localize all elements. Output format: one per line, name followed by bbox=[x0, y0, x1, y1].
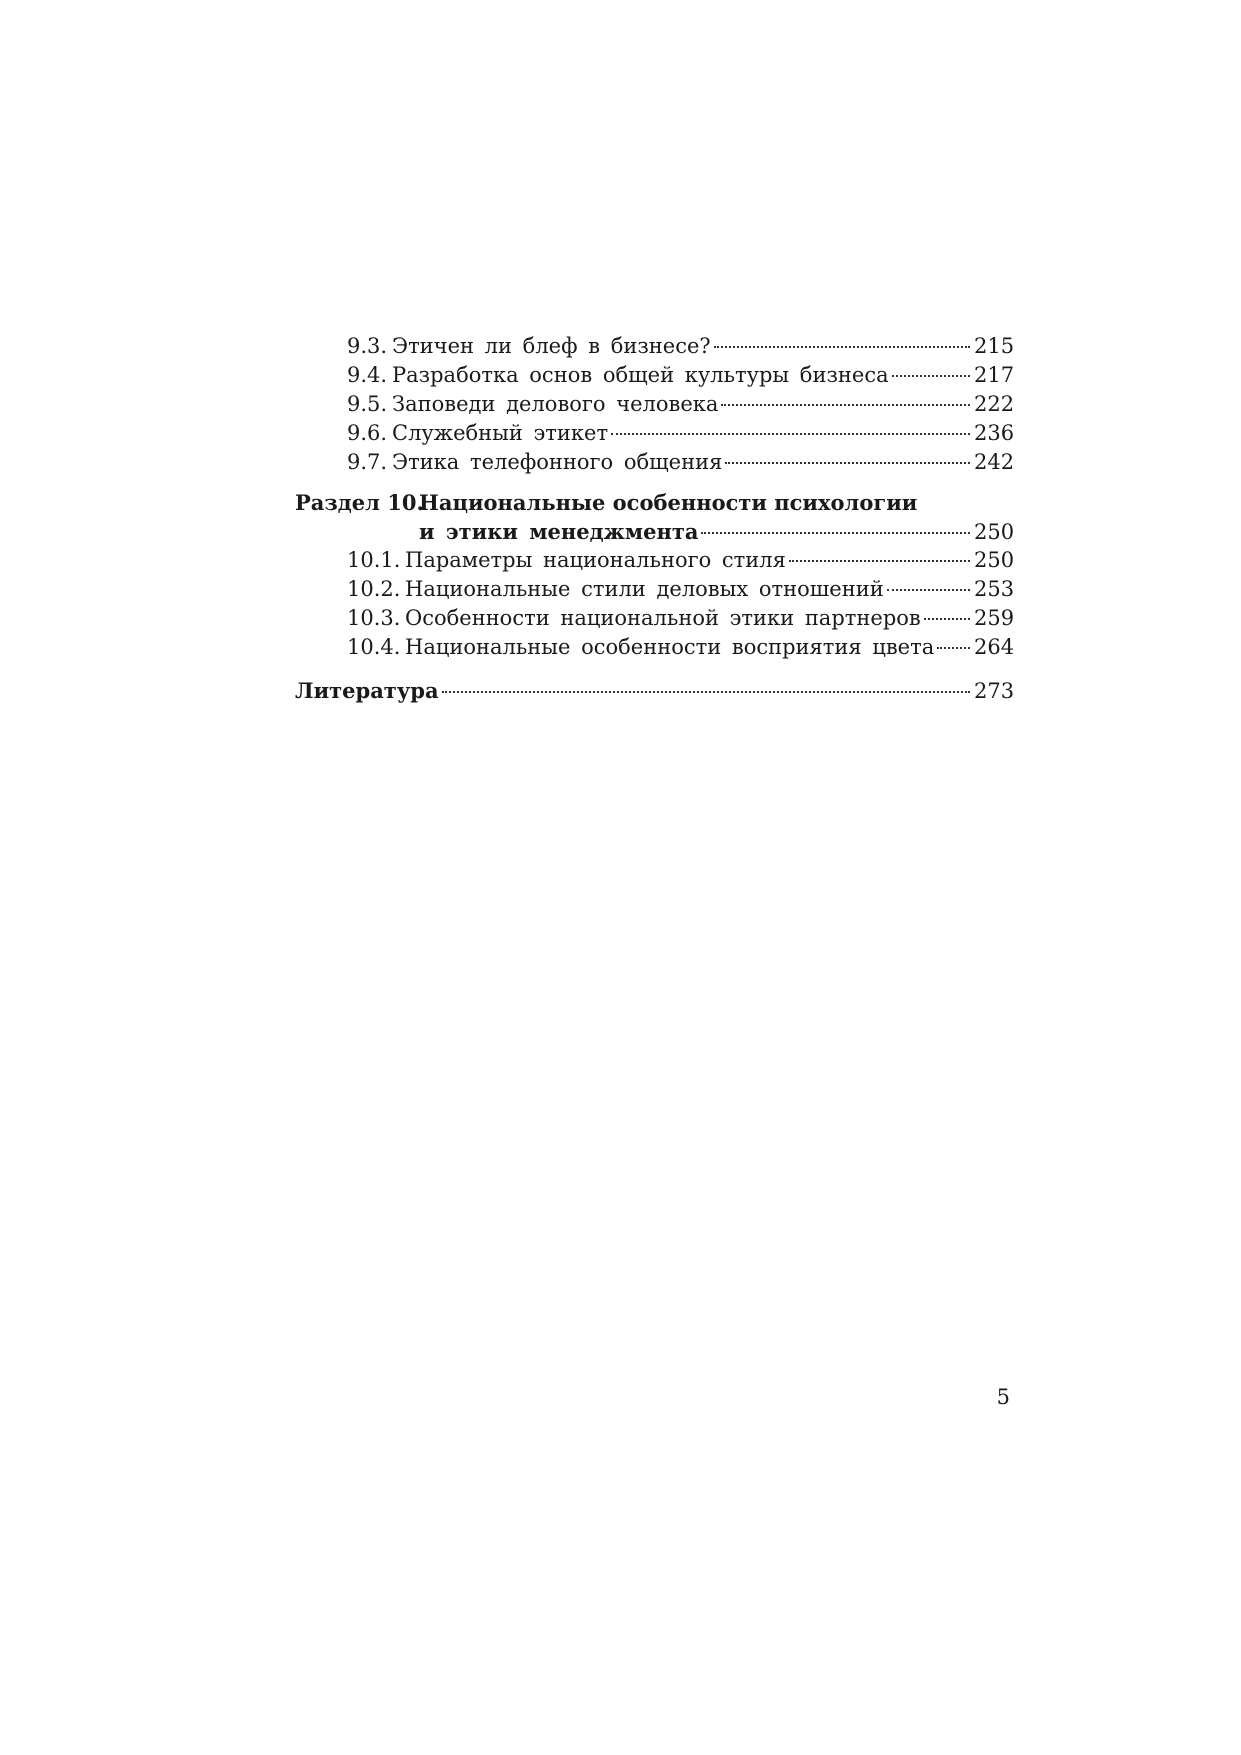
toc-entry-page: 222 bbox=[974, 392, 1015, 416]
toc-entry-9-5[interactable] bbox=[295, 390, 1015, 419]
toc-entry-number: 9.5. bbox=[347, 392, 388, 416]
toc-entry-10-2[interactable] bbox=[295, 575, 1015, 604]
section-10-heading[interactable] bbox=[295, 489, 1010, 517]
toc-entry-title: Национальные особенности восприятия цвета bbox=[405, 635, 935, 659]
toc-entry-page: 264 bbox=[974, 635, 1015, 659]
toc-entry-9-4[interactable] bbox=[295, 361, 1015, 390]
toc-entry-page: 236 bbox=[974, 421, 1015, 445]
toc-entry-title: Заповеди делового человека bbox=[392, 392, 719, 416]
toc-entry-literature[interactable] bbox=[295, 676, 1015, 705]
toc-entry-title: Национальные стили деловых отношений bbox=[405, 577, 884, 601]
toc-entry-number: 10.3. bbox=[347, 606, 401, 630]
toc-entry-page: 250 bbox=[974, 520, 1015, 544]
toc-entry-page: 242 bbox=[974, 450, 1015, 474]
toc-entry-9-3[interactable] bbox=[295, 332, 1015, 361]
section-title-line2: и этики менеджмента bbox=[419, 519, 699, 544]
toc-entry-number: 10.4. bbox=[347, 635, 401, 659]
toc-entry-title: Особенности национальной этики партнеров bbox=[405, 606, 921, 630]
section-10-heading-cont[interactable] bbox=[295, 517, 1015, 546]
toc-entry-page: 250 bbox=[974, 548, 1015, 572]
toc-entry-page: 259 bbox=[974, 606, 1015, 630]
toc-entry-title: Разработка основ общей культуры бизнеса bbox=[392, 363, 889, 387]
toc-entry-10-4[interactable] bbox=[295, 633, 1015, 662]
toc-entry-number: 9.7. bbox=[347, 450, 388, 474]
dot-leader bbox=[887, 589, 970, 591]
dot-leader bbox=[789, 560, 970, 562]
toc-entry-10-1[interactable] bbox=[295, 546, 1015, 575]
toc-entry-number: 9.3. bbox=[347, 334, 388, 358]
dot-leader bbox=[725, 462, 970, 464]
section-label: Раздел 10. bbox=[295, 490, 424, 515]
toc-entry-page: 215 bbox=[974, 334, 1015, 358]
toc-entry-number: 9.6. bbox=[347, 421, 388, 445]
dot-leader bbox=[721, 404, 970, 406]
toc-entry-page: 217 bbox=[974, 363, 1015, 387]
section-title-line1: Национальные особенности психологии bbox=[419, 490, 918, 515]
table-of-contents bbox=[295, 332, 1015, 705]
dot-leader bbox=[937, 647, 970, 649]
toc-entry-page: 253 bbox=[974, 577, 1015, 601]
toc-entry-9-6[interactable] bbox=[295, 419, 1015, 448]
dot-leader bbox=[714, 346, 970, 348]
dot-leader bbox=[442, 691, 970, 693]
toc-entry-title: Литература bbox=[295, 678, 439, 703]
toc-entry-10-3[interactable] bbox=[295, 604, 1015, 633]
dot-leader bbox=[892, 375, 970, 377]
toc-entry-number: 9.4. bbox=[347, 363, 388, 387]
toc-entry-page: 273 bbox=[974, 679, 1015, 703]
toc-entry-number: 10.2. bbox=[347, 577, 401, 601]
toc-entry-9-7[interactable] bbox=[295, 448, 1015, 477]
page-number: 5 bbox=[996, 1385, 1010, 1409]
dot-leader bbox=[701, 532, 970, 534]
toc-entry-title: Параметры национального стиля bbox=[405, 548, 786, 572]
toc-entry-title: Этичен ли блеф в бизнесе? bbox=[392, 334, 711, 358]
dot-leader bbox=[924, 618, 970, 620]
toc-entry-title: Этика телефонного общения bbox=[392, 450, 723, 474]
toc-entry-number: 10.1. bbox=[347, 548, 401, 572]
dot-leader bbox=[611, 433, 970, 435]
toc-entry-title: Служебный этикет bbox=[392, 421, 609, 445]
